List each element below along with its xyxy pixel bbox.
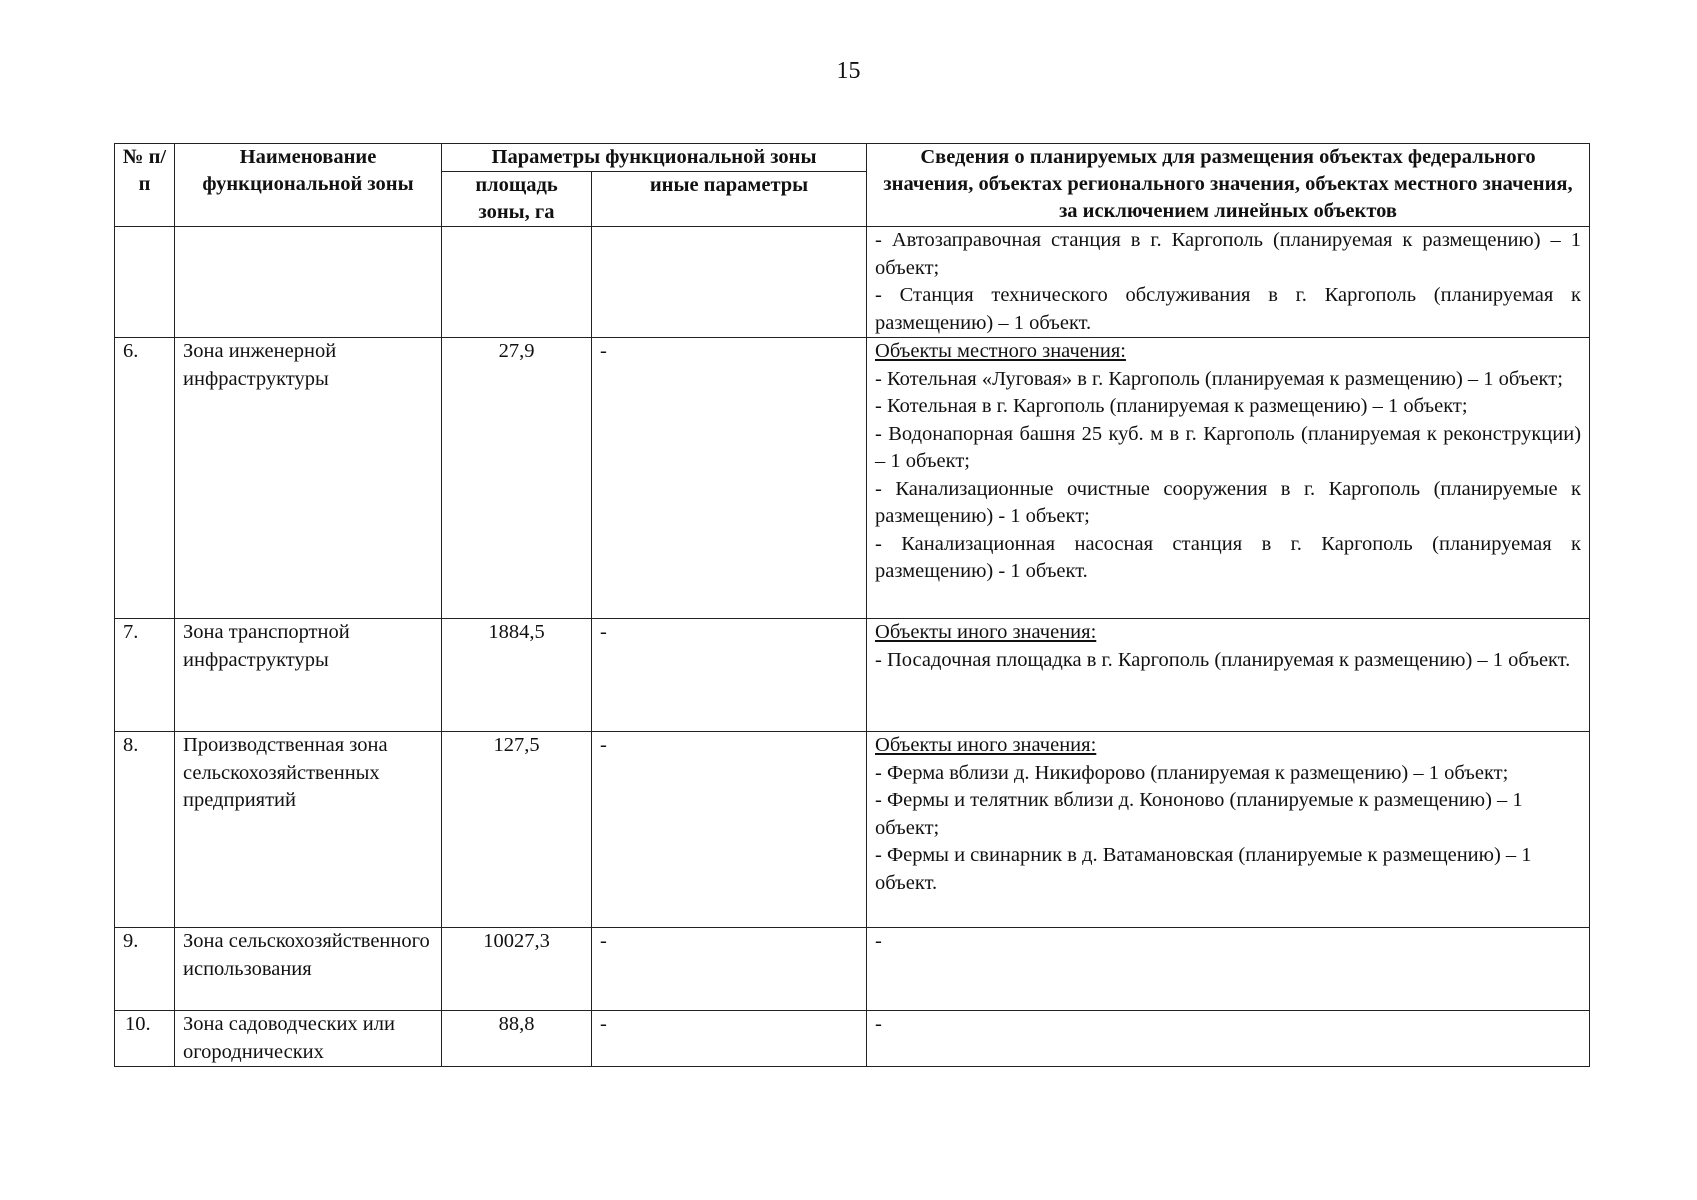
object-item: - Котельная «Луговая» в г. Каргополь (планируемая к размещению) – 1 объект; — [875, 367, 1563, 390]
row-planned-objects — [867, 619, 1590, 732]
header-zone-area: площадь зоны, га — [442, 172, 592, 227]
row-zone-area — [442, 227, 592, 338]
table-row — [115, 227, 1590, 338]
object-item: - Автозаправочная станция в г. Каргополь (планируемая к размещению) – 1 объект; — [875, 229, 1582, 279]
row-num: 6. — [115, 338, 175, 619]
row-planned-objects — [867, 928, 1590, 1011]
table-header-row — [115, 144, 1590, 172]
row-zone-area: 27,9 — [442, 338, 592, 619]
object-item: - Ферма вблизи д. Никифорово (планируемая к размещению) – 1 объект; — [875, 761, 1509, 784]
object-item: - Канализационные очистные сооружения в г. Каргополь (планируемые к размещению) - 1 объект; — [875, 477, 1582, 527]
row-other-parameters: - — [592, 1011, 867, 1067]
row-num: 10. — [115, 1011, 175, 1067]
page-number: 15 — [836, 58, 861, 84]
row-zone-name: Зона сельскохозяйственного использования — [175, 928, 442, 1011]
row-zone-area: 10027,3 — [442, 928, 592, 1011]
row-planned-objects — [867, 1011, 1590, 1067]
row-num: 9. — [115, 928, 175, 1011]
row-planned-objects — [867, 732, 1590, 928]
row-zone-name: Зона инженерной инфраструктуры — [175, 338, 442, 619]
table-row — [115, 338, 1590, 619]
row-zone-area: 1884,5 — [442, 619, 592, 732]
table-row — [115, 1011, 1590, 1067]
objects-heading: Объекты иного значения: — [875, 621, 1097, 643]
row-zone-name — [175, 227, 442, 338]
object-item: - Посадочная площадка в г. Каргополь (планируемая к размещению) – 1 объект. — [875, 648, 1571, 671]
table-row — [115, 619, 1590, 732]
row-other-parameters — [592, 227, 867, 338]
object-item: - Фермы и телятник вблизи д. Кононово (планируемые к размещению) – 1 объект; — [875, 789, 1523, 839]
row-planned-objects — [867, 227, 1590, 338]
object-item: - — [875, 1013, 882, 1035]
header-zone-name: Наименование функциональной зоны — [175, 144, 442, 227]
row-other-parameters: - — [592, 732, 867, 928]
header-num: № п/п — [115, 144, 175, 227]
object-item: - Фермы и свинарник в д. Ватамановская (планируемые к размещению) – 1 объект. — [875, 844, 1532, 894]
row-zone-name: Производственная зона сельскохозяйственных предприятий — [175, 732, 442, 928]
row-zone-name: Зона транспортной инфраструктуры — [175, 619, 442, 732]
objects-heading: Объекты иного значения: — [875, 734, 1097, 756]
header-zone-parameters: Параметры функциональной зоны — [442, 144, 867, 172]
row-other-parameters: - — [592, 928, 867, 1011]
row-other-parameters: - — [592, 338, 867, 619]
row-zone-name: Зона садоводческих или огороднических — [175, 1011, 442, 1067]
row-zone-area: 88,8 — [442, 1011, 592, 1067]
row-zone-area: 127,5 — [442, 732, 592, 928]
table-row — [115, 928, 1590, 1011]
objects-heading: Объекты местного значения: — [875, 340, 1126, 362]
object-item: - Котельная в г. Каргополь (планируемая к размещению) – 1 объект; — [875, 395, 1468, 417]
object-item: - Водонапорная башня 25 куб. м в г. Каргополь (планируемая к реконструкции) – 1 объект; — [875, 422, 1582, 472]
row-num — [115, 227, 175, 338]
row-other-parameters: - — [592, 619, 867, 732]
row-num: 7. — [115, 619, 175, 732]
object-item: - Канализационная насосная станция в г. Каргополь (планируемая к размещению) - 1 объект. — [875, 532, 1582, 582]
header-other-parameters: иные параметры — [592, 172, 867, 227]
row-planned-objects — [867, 338, 1590, 619]
object-item: - — [875, 930, 882, 952]
table-row — [115, 732, 1590, 928]
row-num: 8. — [115, 732, 175, 928]
functional-zones-table — [114, 143, 1590, 1067]
header-planned-objects: Сведения о планируемых для размещения объектах федерального значения, объектах регионального значения, объектах местного значения, за исключением линейных объектов — [867, 144, 1590, 227]
object-item: - Станция технического обслуживания в г. Каргополь (планируемая к размещению) – 1 объект. — [875, 284, 1582, 334]
